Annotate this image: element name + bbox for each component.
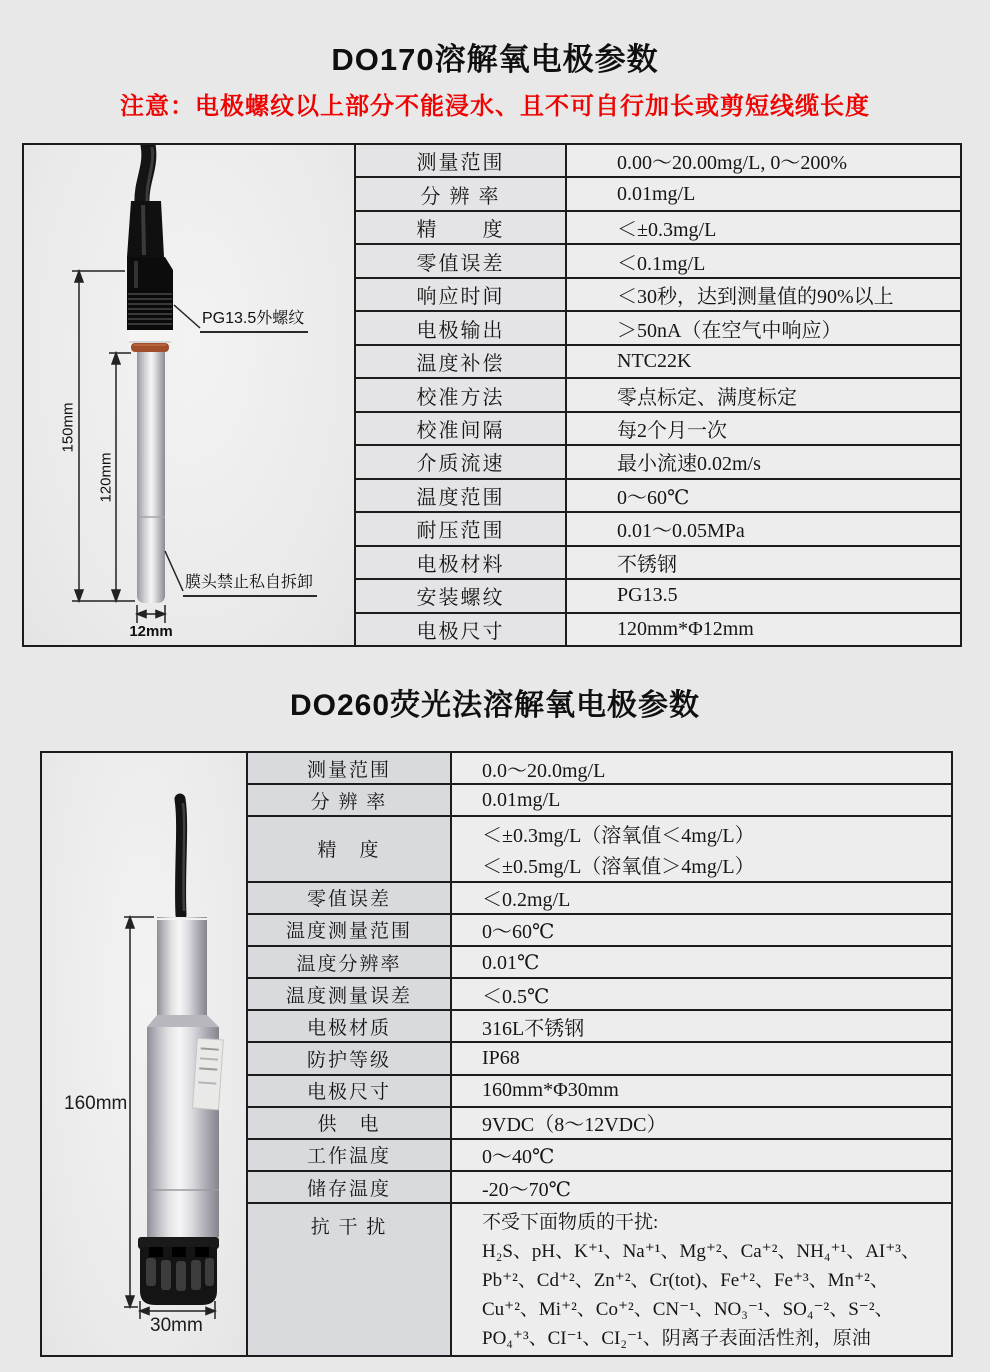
spec-value: ＜30秒，达到测量值的90%以上 bbox=[567, 279, 960, 310]
spec-value-line: 不受下面物质的干扰: bbox=[482, 1212, 659, 1234]
spec-label: 分 辨 率 bbox=[356, 178, 567, 209]
table-row bbox=[356, 145, 960, 178]
spec-label: 介质流速 bbox=[356, 446, 567, 477]
spec-value: -20～70℃ bbox=[452, 1172, 951, 1202]
spec-label: 温度分辨率 bbox=[248, 947, 452, 977]
spec-label: 测量范围 bbox=[248, 753, 452, 783]
spec-value: 0.01℃ bbox=[452, 947, 951, 977]
page-title: DO170溶解氧电极参数 bbox=[331, 42, 659, 77]
spec-value: 0～60℃ bbox=[452, 915, 951, 945]
spec-label: 温度测量误差 bbox=[248, 979, 452, 1009]
table-row bbox=[248, 915, 951, 947]
table-row bbox=[248, 1140, 951, 1172]
table-row bbox=[356, 580, 960, 613]
do260-spec-table bbox=[246, 753, 951, 1355]
spec-value-line: H₂S、pH、K⁺¹、Na⁺¹、Mg⁺²、Ca⁺²、NH₄⁺¹、AI⁺³、 bbox=[482, 1241, 920, 1263]
table-row bbox=[356, 178, 960, 211]
table-row bbox=[248, 1011, 951, 1043]
spec-value: ＜0.1mg/L bbox=[567, 245, 960, 276]
spec-label: 校准间隔 bbox=[356, 413, 567, 444]
spec-label: 零值误差 bbox=[356, 245, 567, 276]
section2-title: DO260荧光法溶解氧电极参数 bbox=[289, 689, 701, 722]
spec-label: 储存温度 bbox=[248, 1172, 452, 1202]
spec-label: 电极材质 bbox=[248, 1011, 452, 1041]
spec-value: 每2个月一次 bbox=[567, 413, 960, 444]
spec-value: 0～60℃ bbox=[567, 480, 960, 511]
spec-label: 精 度 bbox=[356, 212, 567, 243]
table-row bbox=[356, 547, 960, 580]
spec-label: 抗 干 扰 bbox=[248, 1204, 452, 1355]
spec-value bbox=[452, 1204, 951, 1355]
spec-value-line: Cu⁺²、Mi⁺²、Co⁺²、CN⁻¹、NO₃⁻¹、SO₄⁻²、S⁻²、 bbox=[482, 1299, 894, 1321]
dim-12mm-label: 12mm bbox=[129, 623, 173, 640]
spec-value: PG13.5 bbox=[567, 580, 960, 611]
table-row bbox=[356, 513, 960, 546]
table-row bbox=[248, 947, 951, 979]
spec-label: 校准方法 bbox=[356, 379, 567, 410]
spec-value: 0.00～20.00mg/L, 0～200% bbox=[567, 145, 960, 176]
spec-label: 电极输出 bbox=[356, 312, 567, 343]
table-row bbox=[248, 1076, 951, 1108]
table-row bbox=[248, 1108, 951, 1140]
spec-label: 电极尺寸 bbox=[248, 1076, 452, 1106]
spec-label: 电极尺寸 bbox=[356, 614, 567, 645]
spec-value: 0～40℃ bbox=[452, 1140, 951, 1170]
table-row bbox=[356, 379, 960, 412]
do260-photo-area bbox=[42, 753, 246, 1355]
spec-value-line: ＜±0.5mg/L（溶氧值＞4mg/L） bbox=[482, 856, 755, 879]
spec-label: 耐压范围 bbox=[356, 513, 567, 544]
table-row bbox=[248, 1172, 951, 1204]
spec-value-line: ＜±0.3mg/L（溶氧值＜4mg/L） bbox=[482, 824, 755, 847]
table-row bbox=[248, 785, 951, 817]
spec-label: 温度测量范围 bbox=[248, 915, 452, 945]
table-row bbox=[356, 312, 960, 345]
spec-value: 0.01mg/L bbox=[567, 178, 960, 209]
spec-label: 工作温度 bbox=[248, 1140, 452, 1170]
spec-value: 316L不锈钢 bbox=[452, 1011, 951, 1041]
spec-label: 精 度 bbox=[248, 817, 452, 880]
spec-value: NTC22K bbox=[567, 346, 960, 377]
dim-120mm-label: 120mm bbox=[97, 452, 115, 503]
spec-value-line: PO₄⁺³、CI⁻¹、CI₂⁻¹、阴离子表面活性剂，原油 bbox=[482, 1328, 871, 1350]
table-row bbox=[248, 1204, 951, 1355]
thread-callout-label: PG13.5外螺纹 bbox=[200, 305, 308, 333]
dim-150mm-label: 150mm bbox=[59, 402, 77, 453]
spec-value bbox=[452, 817, 951, 880]
table-row bbox=[356, 279, 960, 312]
spec-value: 不锈钢 bbox=[567, 547, 960, 578]
table-row bbox=[248, 753, 951, 785]
table-row bbox=[248, 883, 951, 915]
table-row bbox=[356, 346, 960, 379]
spec-label: 分 辨 率 bbox=[248, 785, 452, 815]
spec-label: 供 电 bbox=[248, 1108, 452, 1138]
spec-value-line: Pb⁺²、Cd⁺²、Zn⁺²、Cr(tot)、Fe⁺²、Fe⁺³、Mn⁺²、 bbox=[482, 1270, 889, 1292]
table-row bbox=[248, 1043, 951, 1075]
spec-label: 温度补偿 bbox=[356, 346, 567, 377]
spec-value: 0.0～20.0mg/L bbox=[452, 753, 951, 783]
spec-value: 0.01mg/L bbox=[452, 785, 951, 815]
dim-30mm-label: 30mm bbox=[150, 1315, 203, 1336]
spec-value: 0.01～0.05MPa bbox=[567, 513, 960, 544]
spec-label: 电极材料 bbox=[356, 547, 567, 578]
spec-value: ＞50nA（在空气中响应） bbox=[567, 312, 960, 343]
spec-value: ＜0.5℃ bbox=[452, 979, 951, 1009]
spec-value: ＜0.2mg/L bbox=[452, 883, 951, 913]
do170-photo-area bbox=[24, 145, 354, 645]
table-row bbox=[248, 979, 951, 1011]
spec-value: 零点标定、满度标定 bbox=[567, 379, 960, 410]
table-row bbox=[248, 817, 951, 882]
spec-label: 防护等级 bbox=[248, 1043, 452, 1073]
spec-label: 零值误差 bbox=[248, 883, 452, 913]
warning-notice: 注意：电极螺纹以上部分不能浸水、且不可自行加长或剪短线缆长度 bbox=[120, 93, 870, 120]
table-row bbox=[356, 212, 960, 245]
do170-spec-panel bbox=[22, 143, 962, 647]
spec-value: IP68 bbox=[452, 1043, 951, 1073]
spec-value: 9VDC（8～12VDC） bbox=[452, 1108, 951, 1138]
spec-value: 160mm*Φ30mm bbox=[452, 1076, 951, 1106]
table-row bbox=[356, 413, 960, 446]
spec-value: 120mm*Φ12mm bbox=[567, 614, 960, 645]
spec-label: 安装螺纹 bbox=[356, 580, 567, 611]
dim-160mm-label: 160mm bbox=[64, 1093, 128, 1114]
table-row bbox=[356, 614, 960, 645]
do170-spec-table bbox=[354, 145, 960, 645]
membrane-callout-label: 膜头禁止私自拆卸 bbox=[183, 569, 317, 597]
do260-probe-illustration bbox=[42, 753, 246, 1351]
spec-label: 响应时间 bbox=[356, 279, 567, 310]
table-row bbox=[356, 480, 960, 513]
spec-label: 温度范围 bbox=[356, 480, 567, 511]
spec-value: ＜±0.3mg/L bbox=[567, 212, 960, 243]
spec-value: 最小流速0.02m/s bbox=[567, 446, 960, 477]
do260-spec-panel bbox=[40, 751, 953, 1357]
spec-label: 测量范围 bbox=[356, 145, 567, 176]
table-row bbox=[356, 446, 960, 479]
table-row bbox=[356, 245, 960, 278]
